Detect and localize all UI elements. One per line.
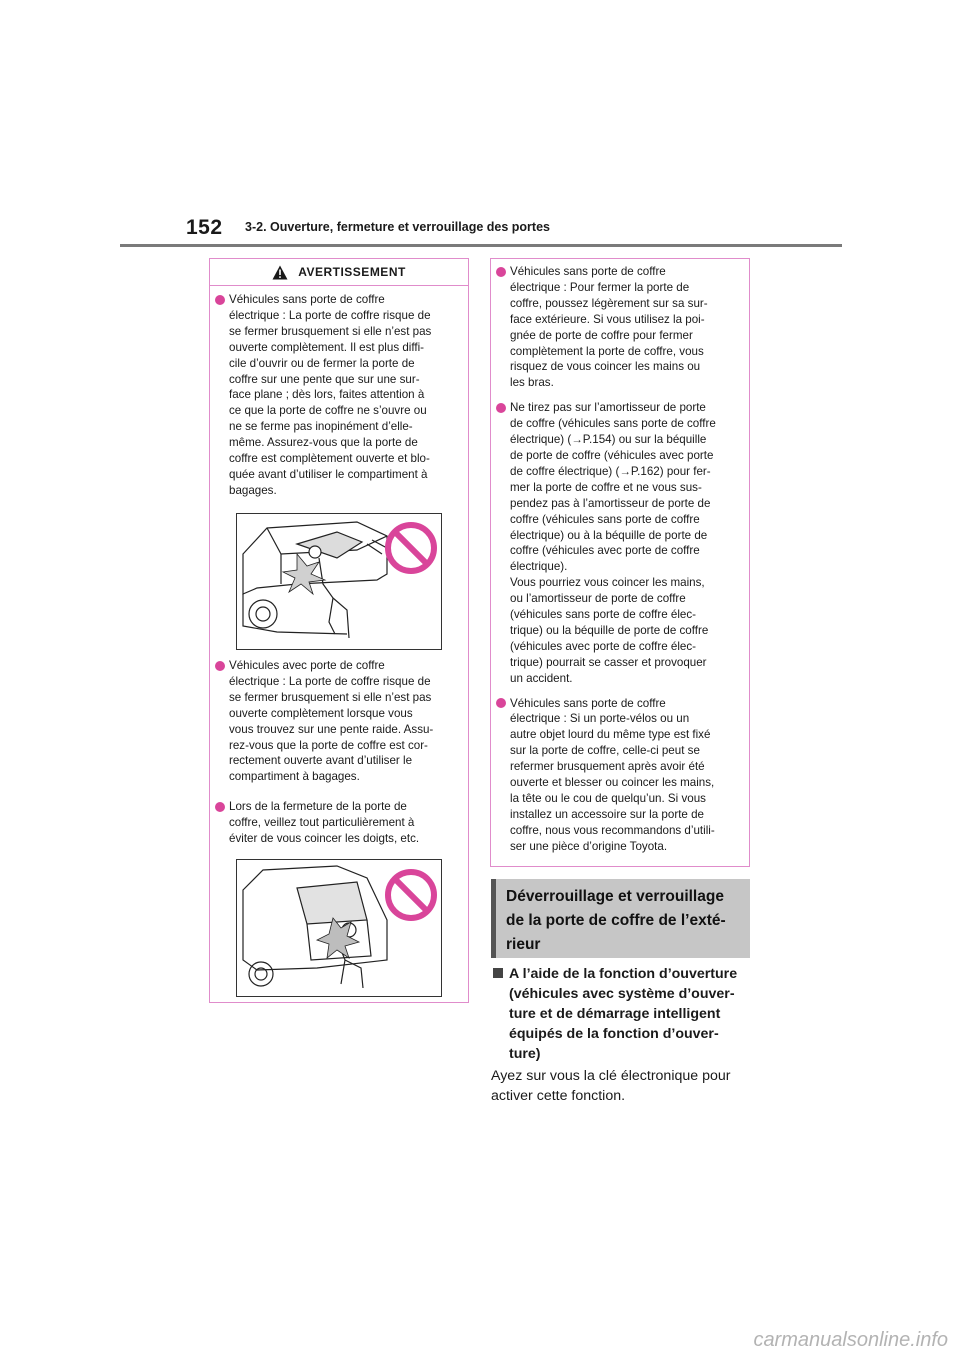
text-line: de coffre électrique) (→P.162) pour fer- [510, 464, 711, 478]
car-tailgate-illustration [237, 514, 441, 649]
text-line: gnée de porte de coffre pour fermer [510, 328, 693, 342]
text-line: ser une pièce d’origine Toyota. [510, 839, 668, 853]
text-line: activer cette fonction. [491, 1088, 626, 1104]
warning-item [210, 799, 479, 847]
text-line: coffre est complètement ouverte et blo- [229, 452, 430, 466]
bullet-dot-icon [215, 661, 225, 671]
text-line: électrique : La porte de coffre risque de [229, 308, 431, 322]
text-line: coffre sur une pente que sur une sur- [229, 372, 420, 386]
body-paragraph [491, 1066, 753, 1106]
bullet-dot-icon [496, 698, 506, 708]
warning-header [210, 259, 468, 286]
page-number: 152 [186, 216, 223, 239]
text-line: un accident. [510, 671, 573, 685]
section-title [491, 879, 750, 958]
bullet-dot-icon [215, 295, 225, 305]
text-line: même. Assurez-vous que la porte de [229, 436, 418, 450]
text-line: A l’aide de la fonction d’ouverture [509, 966, 738, 982]
text-line: rieur [506, 936, 541, 953]
chapter-header: 3-2. Ouverture, fermeture et verrouillage des portes [245, 220, 550, 234]
text-line: face plane ; dès lors, faites attention à [229, 388, 425, 402]
text-line: coffre (véhicules sans porte de coffre [510, 512, 700, 526]
illustration-tailgate-closing [236, 513, 442, 650]
text-line: rectement ouverte avant d’utiliser le [229, 754, 413, 768]
bullet-dot-icon [215, 802, 225, 812]
text-line: de porte de coffre (véhicules avec porte [510, 448, 714, 462]
text-line: mer la porte de coffre et ne vous sus- [510, 480, 702, 494]
text-line: électrique : Pour fermer la porte de [510, 280, 690, 294]
text-line: vous trouvez sur une pente raide. Assu- [229, 722, 434, 736]
text-line: Vous pourriez vous coincer les mains, [510, 576, 705, 590]
warning-title: AVERTISSEMENT [298, 265, 406, 279]
text-line: bagages. [229, 483, 277, 497]
text-line: électrique) (→P.154) ou sur la béquille [510, 433, 707, 447]
text-line: complètement la porte de coffre, vous [510, 344, 704, 358]
text-line: trique) ou la béquille de porte de coffre [510, 623, 709, 637]
text-line: (véhicules avec porte de coffre élec- [510, 639, 697, 653]
text-line: se fermer brusquement si elle n’est pas [229, 690, 432, 704]
text-line: électrique). [510, 560, 568, 574]
text-line: Déverrouillage et verrouillage [506, 888, 724, 905]
text-line: ouverte complètement. Il est plus diffi- [229, 340, 425, 354]
text-line: sur la porte de coffre, celle-ci peut se [510, 744, 700, 758]
subheading [491, 964, 753, 1064]
text-line: Véhicules avec porte de coffre [229, 659, 385, 672]
bullet-dot-icon [496, 403, 506, 413]
text-line: coffre, veillez tout particulièrement à [229, 815, 415, 829]
text-line: les bras. [510, 376, 554, 390]
car-tailgate-illustration [237, 860, 441, 996]
text-line: de la porte de coffre de l’exté- [506, 912, 726, 929]
text-line: autre objet lourd du même type est fixé [510, 728, 711, 742]
text-line: Véhicules sans porte de coffre [510, 696, 666, 710]
text-line: se fermer brusquement si elle n’est pas [229, 324, 432, 338]
text-line: ou l’amortisseur de porte de coffre [510, 592, 686, 606]
bullet-dot-icon [496, 267, 506, 277]
square-bullet-icon [493, 968, 503, 978]
prohibition-icon [388, 872, 434, 918]
text-line: électrique : La porte de coffre risque de [229, 674, 431, 688]
text-line: installez un accessoire sur la porte de [510, 807, 704, 821]
warning-item [491, 696, 739, 855]
text-line: risquez de vous coincer les mains ou [510, 360, 701, 374]
text-line: coffre, poussez légèrement sur sa sur- [510, 296, 708, 310]
text-line: ture) [509, 1046, 541, 1062]
text-line: électrique : Si un porte-vélos ou un [510, 712, 690, 726]
warning-item [491, 400, 739, 686]
text-line: électrique) ou à la béquille de porte de [510, 528, 708, 542]
text-line: refermer brusquement après avoir été [510, 760, 705, 774]
text-line: cile d’ouvrir ou de fermer la porte de [229, 356, 415, 370]
prohibition-icon [388, 525, 434, 571]
text-line: (véhicules sans porte de coffre élec- [510, 608, 697, 622]
text-line: coffre, nous vous recommandons d’utili- [510, 823, 715, 837]
text-line: ce que la porte de coffre ne s’ouvre ou [229, 404, 427, 418]
text-line: Véhicules sans porte de coffre [229, 293, 385, 306]
text-line: de coffre (véhicules sans porte de coffre [510, 417, 716, 431]
text-line: la tête ou le cou de quelqu’un. Si vous [510, 792, 706, 805]
text-line: Ayez sur vous la clé électronique pour [491, 1068, 731, 1084]
text-line: ouverte complètement lorsque vous [229, 706, 413, 720]
text-line: compartiment à bagages. [229, 770, 360, 784]
warning-item [210, 658, 479, 785]
text-line: Véhicules sans porte de coffre [510, 265, 666, 278]
watermark: carmanualsonline.info [753, 1329, 948, 1351]
warning-item [491, 264, 739, 391]
warning-item [210, 292, 458, 499]
text-line: équipés de la fonction d’ouver- [509, 1026, 719, 1042]
text-line: éviter de vous coincer les doigts, etc. [229, 831, 420, 845]
text-line: rez-vous que la porte de coffre est cor- [229, 738, 428, 752]
warning-triangle-icon [272, 265, 288, 280]
text-line: ne se ferme pas inopinément d’elle- [229, 420, 413, 434]
text-line: ture et de démarrage intelligent [509, 1006, 721, 1022]
text-line: (véhicules avec système d’ouver- [509, 986, 735, 1002]
text-line: quée avant d’utiliser le compartiment à [229, 467, 428, 481]
text-line: face extérieure. Si vous utilisez la poi- [510, 312, 705, 326]
text-line: Lors de la fermeture de la porte de [229, 800, 407, 813]
text-line: Ne tirez pas sur l’amortisseur de porte [510, 401, 706, 415]
illustration-tailgate-bike-rack [236, 859, 442, 997]
text-line: coffre (véhicules avec porte de coffre [510, 544, 700, 558]
header-divider [120, 244, 842, 247]
text-line: ouverte et blesser ou coincer les mains, [510, 776, 715, 790]
text-line: trique) pourrait se casser et provoquer [510, 655, 707, 669]
warning-box-right [490, 258, 750, 867]
text-line: pendez pas à l’amortisseur de porte de [510, 496, 711, 510]
